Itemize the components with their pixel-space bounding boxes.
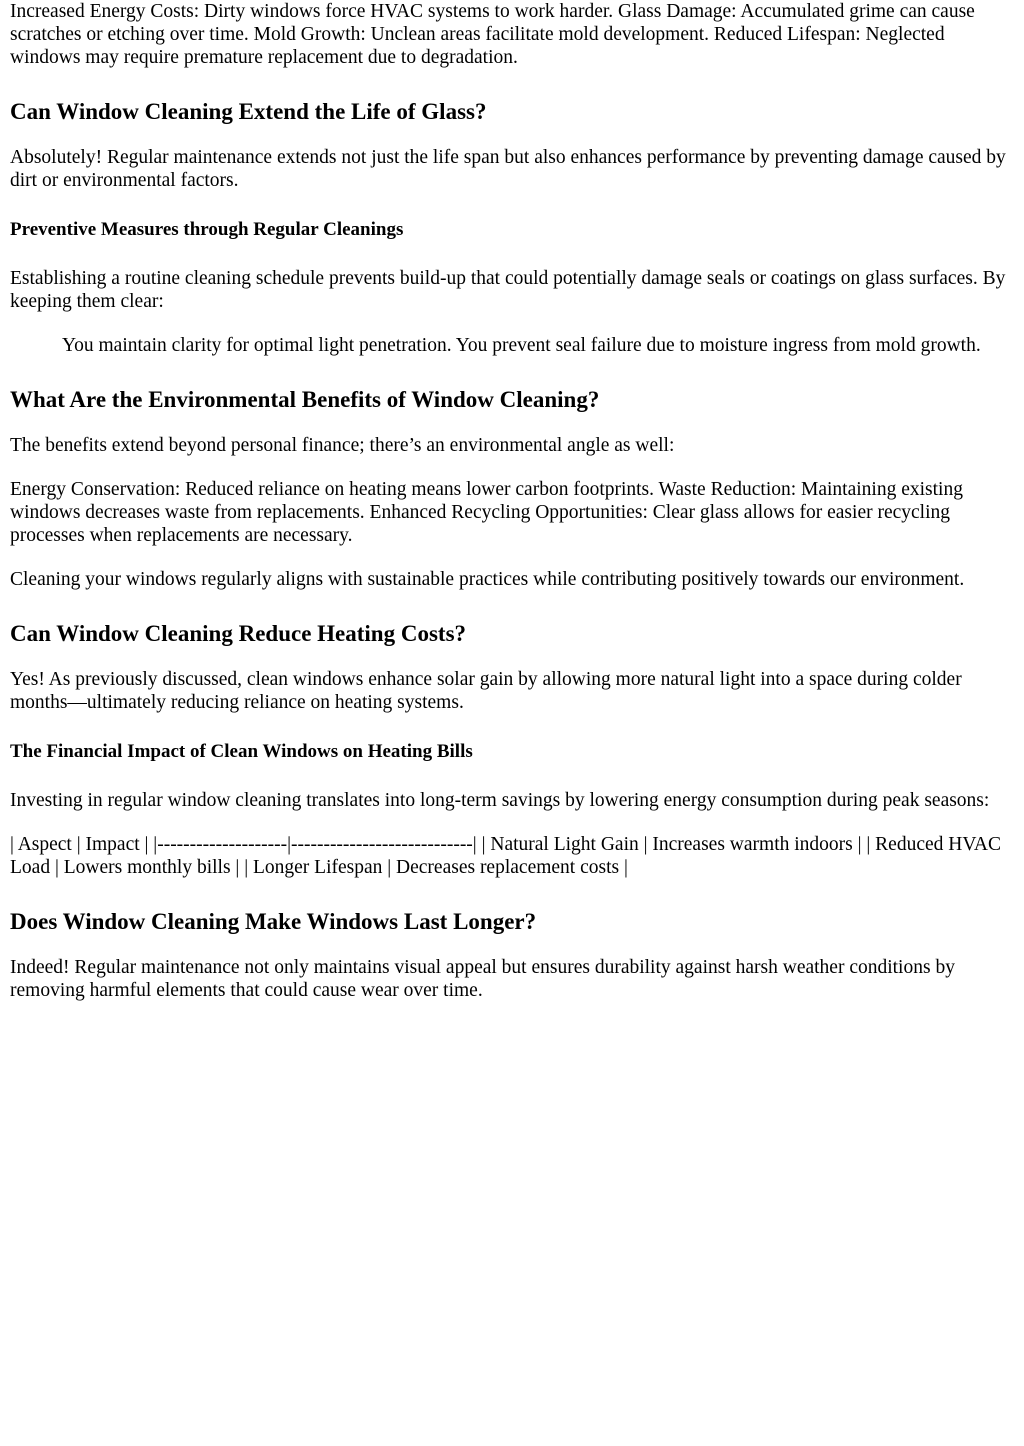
paragraph-heating-costs: Yes! As previously discussed, clean windows enhance solar gain by allowing more natural light into a space during colder months—ultimately reducing reliance on heating systems. (10, 669, 962, 713)
section-paragraph-extend-life: Absolutely! Regular maintenance extends not just the life span but also enhances performance by preventing damage caused by dirt or environmental factors. (10, 147, 1006, 191)
markdown-table-text: | Aspect | Impact | |--------------------|----------------------------| | Natural Light Gain | Increases warmth indoors | | Reduced HVAC Load | Lowers monthly bills | | Longer Lifespan | Decreases replacement costs | (10, 834, 1002, 878)
paragraph-last-longer: Indeed! Regular maintenance not only maintains visual appeal but ensures durability against harsh weather conditions by removing harmful elements that could cause wear over time. (10, 957, 955, 1001)
paragraph-environmental-list: Energy Conservation: Reduced reliance on heating means lower carbon footprints. Waste Reduction: Maintaining existing windows decreases waste from replacements. Enhanced Recycling Opportunities: Clear glass allows for easier recycling processes when replacements are necessary. (10, 479, 963, 546)
paragraph-environmental-intro: The benefits extend beyond personal finance; there’s an environmental angle as well: (10, 435, 675, 456)
section-heading-extend-life: Can Window Cleaning Extend the Life of Glass? (10, 99, 487, 124)
paragraph-preventive-measures: Establishing a routine cleaning schedule prevents build-up that could potentially damage seals or coatings on glass surfaces. By keeping them clear: (10, 268, 1006, 312)
section-heading-last-longer: Does Window Cleaning Make Windows Last Longer? (10, 909, 537, 934)
paragraph-environmental-summary: Cleaning your windows regularly aligns with sustainable practices while contributing positively towards our environment. (10, 569, 965, 590)
intro-paragraph: Increased Energy Costs: Dirty windows force HVAC systems to work harder. Glass Damage: Accumulated grime can cause scratches or etching over time. Mold Growth: Unclean areas facilitate mold development. Reduced Lifespan: Neglected windows may require premature replacement due to degradation. (10, 1, 975, 68)
section-heading-environmental-benefits: What Are the Environmental Benefits of Window Cleaning? (10, 387, 600, 412)
section-heading-heating-costs: Can Window Cleaning Reduce Heating Costs? (10, 621, 467, 646)
subheading-preventive-measures: Preventive Measures through Regular Cleanings (10, 219, 404, 240)
subheading-financial-impact: The Financial Impact of Clean Windows on Heating Bills (10, 741, 473, 762)
paragraph-financial-impact: Investing in regular window cleaning translates into long-term savings by lowering energy consumption during peak seasons: (10, 790, 990, 811)
blockquote-clarity: You maintain clarity for optimal light penetration. You prevent seal failure due to moisture ingress from mold growth. (62, 335, 981, 356)
